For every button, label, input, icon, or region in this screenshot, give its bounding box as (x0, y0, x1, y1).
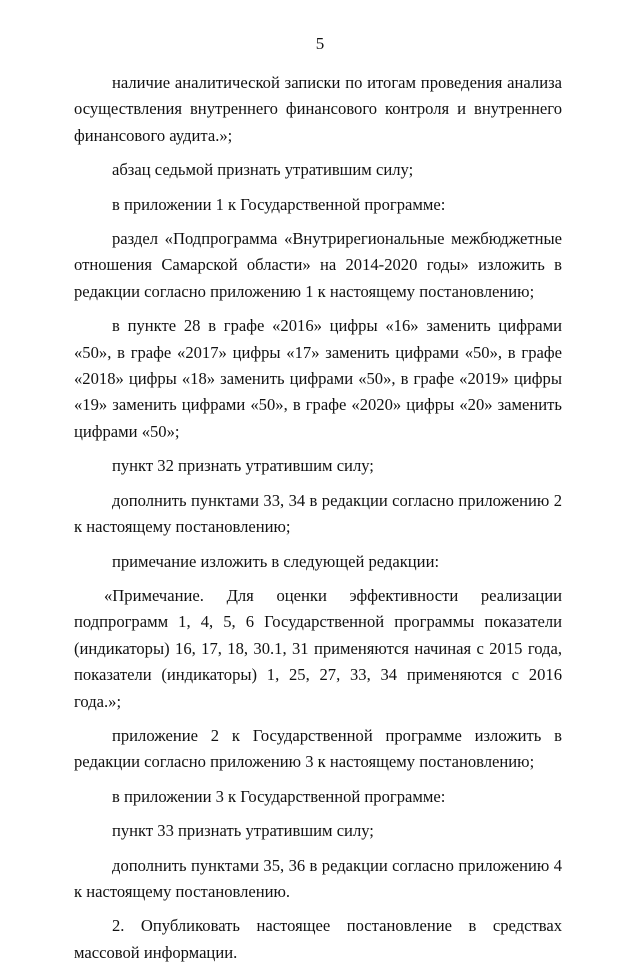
paragraph-1: наличие аналитической записки по итогам проведения анализа осуществления внутреннего финансового контроля и внутреннего финансового аудита.»; (74, 73, 562, 145)
paragraph-3: в приложении 1 к Государственной программе: (112, 194, 446, 214)
paragraph-10: приложение 2 к Государственной программе изложить в редакции согласно приложению 3 к настоящему постановлению; (74, 725, 562, 772)
paragraph-14: 2. Опубликовать настоящее постановление в средствах массовой информации. (74, 916, 562, 962)
paragraph-13: дополнить пунктами 35, 36 в редакции согласно приложению 4 к настоящему постановлению. (74, 855, 562, 901)
paragraph-12: пункт 33 признать утратившим силу; (112, 821, 374, 841)
paragraph-4: раздел «Подпрограмма «Внутрирегиональные межбюджетные отношения Самарской области» на 2014-2020 годы» изложить в редакции согласно приложению 1 к настоящему постановлению; (74, 229, 562, 301)
paragraph-6: пункт 32 признать утратившим силу; (112, 456, 374, 476)
paragraph-2: абзац седьмой признать утратившим силу; (112, 160, 414, 180)
paragraph-8: примечание изложить в следующей редакции: (112, 551, 440, 571)
paragraph-5: в пункте 28 в графе «2016» цифры «16» заменить цифрами «50», в графе «2017» цифры «17» заменить цифрами «50», в графе «2018» цифры «18» заменить цифрами «50», в графе «2019» цифры «19» заменить цифрами «50», в графе «2020» цифры «20» заменить цифрами «50»; (74, 316, 562, 441)
page-number: 5 (315, 34, 325, 53)
paragraph-7: дополнить пунктами 33, 34 в редакции согласно приложению 2 к настоящему постановлению; (74, 490, 562, 537)
document-body (74, 70, 562, 966)
paragraph-9-quote: «Примечание. Для оценки эффективности реализации подпрограмм 1, 4, 5, 6 Государственной программы показатели (индикаторы) 16, 17, 18, 30.1, 31 применяются начиная с 2015 года, показатели (индикаторы) 1, 25, 27, 33, 34 применяются с 2016 года.»; (74, 585, 562, 711)
paragraph-11: в приложении 3 к Государственной программе: (112, 786, 446, 806)
